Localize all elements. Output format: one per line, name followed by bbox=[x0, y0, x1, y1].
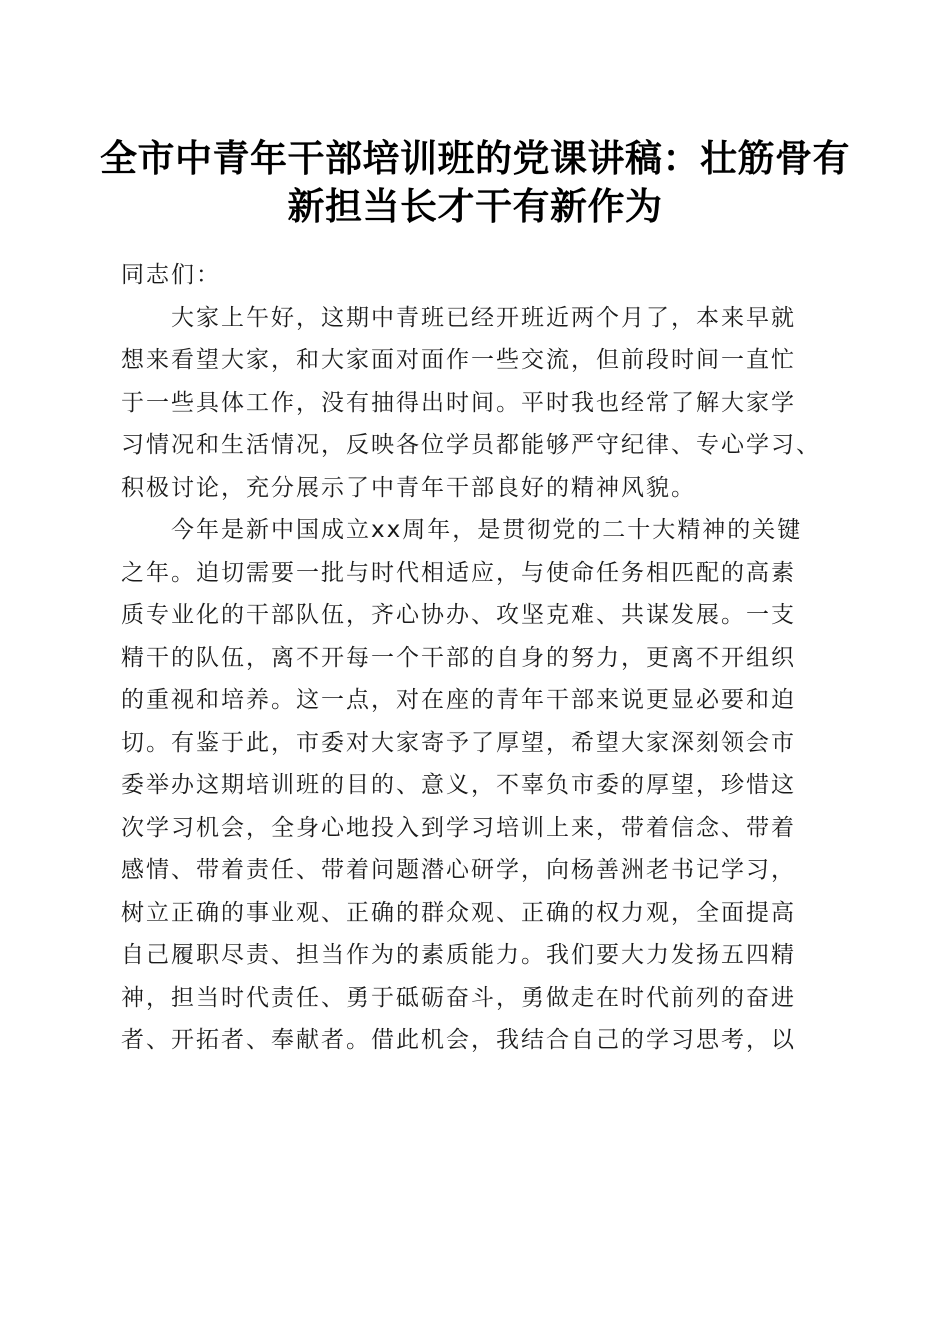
paragraph-line: 次学习机会，全身心地投入到学习培训上来，带着信念、带着 bbox=[121, 814, 796, 841]
paragraph-line: 大家上午好，这期中青班已经开班近两个月了，本来早就 bbox=[171, 304, 796, 331]
paragraph-line: 切。有鉴于此，市委对大家寄予了厚望，希望大家深刻领会市 bbox=[121, 729, 796, 756]
title-line: 新担当长才干有新作为 bbox=[287, 184, 663, 228]
paragraph-line: 之年。迫切需要一批与时代相适应，与使命任务相匹配的高素 bbox=[121, 559, 796, 586]
title-line: 全市中青年干部培训班的党课讲稿：壮筋骨有 bbox=[100, 136, 850, 180]
paragraph-line: 习情况和生活情况，反映各位学员都能够严守纪律、专心学习、 bbox=[121, 432, 821, 458]
paragraph-line: 于一些具体工作，没有抽得出时间。平时我也经常了解大家学 bbox=[121, 389, 796, 416]
paragraph-1 bbox=[121, 297, 841, 510]
paragraph-line: 想来看望大家，和大家面对面作一些交流，但前段时间一直忙 bbox=[121, 347, 796, 373]
paragraph-2 bbox=[121, 509, 841, 1062]
paragraph-line: 神，担当时代责任、勇于砥砺奋斗，勇做走在时代前列的奋进 bbox=[121, 984, 796, 1011]
paragraph-line: 树立正确的事业观、正确的群众观、正确的权力观，全面提高 bbox=[121, 899, 796, 926]
paragraph-line: 的重视和培养。这一点，对在座的青年干部来说更显必要和迫 bbox=[121, 687, 796, 713]
paragraph-line: 者、开拓者、奉献者。借此机会，我结合自己的学习思考，以 bbox=[121, 1027, 796, 1053]
paragraph-line: 精干的队伍，离不开每一个干部的自身的努力，更离不开组织 bbox=[121, 644, 796, 671]
paragraph-line: 质专业化的干部队伍，齐心协办、攻坚克难、共谋发展。一支 bbox=[121, 602, 796, 628]
paragraph-line: 今年是新中国成立xx周年，是贯彻党的二十大精神的关键 bbox=[171, 517, 803, 543]
paragraph-line: 感情、带着责任、带着问题潜心研学，向杨善洲老书记学习， bbox=[121, 857, 796, 883]
document-title bbox=[100, 134, 850, 230]
paragraph-line: 积极讨论，充分展示了中青年干部良好的精神风貌。 bbox=[121, 474, 696, 501]
document-body bbox=[121, 254, 841, 1062]
salutation: 同志们： bbox=[121, 262, 221, 288]
paragraph-line: 自己履职尽责、担当作为的素质能力。我们要大力发扬五四精 bbox=[121, 942, 796, 968]
paragraph-line: 委举办这期培训班的目的、意义，不辜负市委的厚望，珍惜这 bbox=[121, 772, 796, 798]
